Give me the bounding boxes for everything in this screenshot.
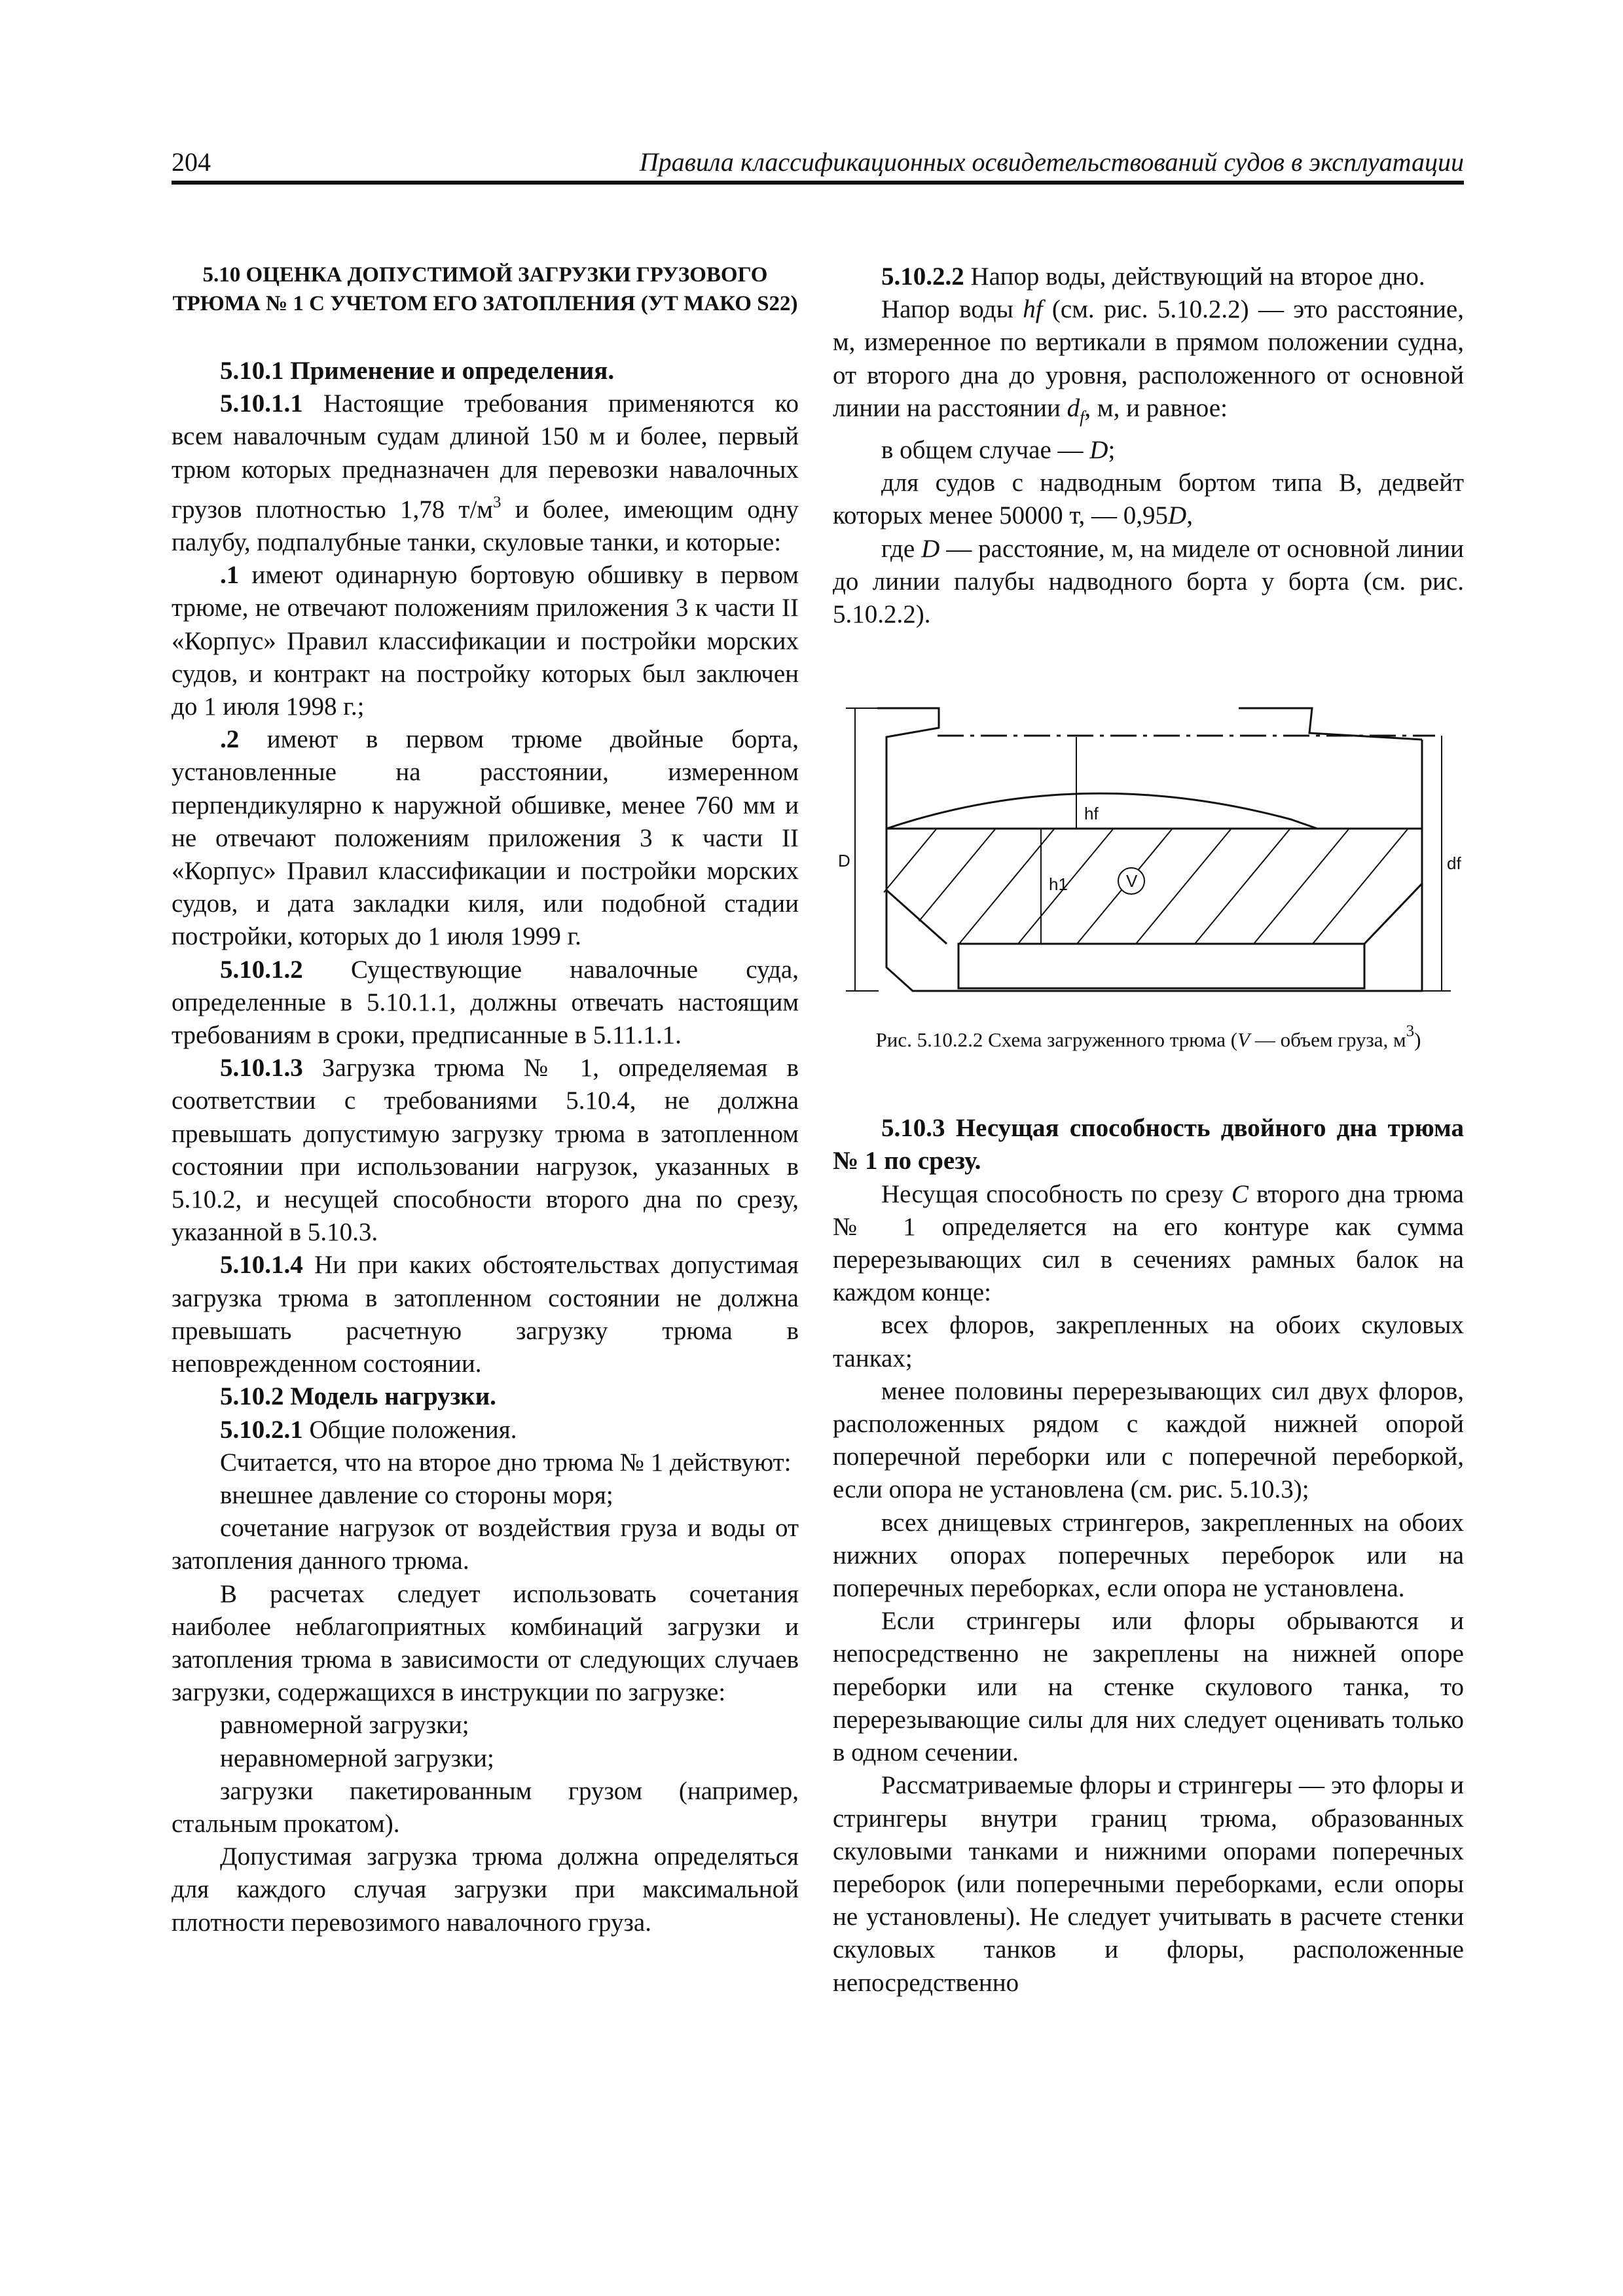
paragraph: всех днищевых стрингеров, закрепленных на обоих нижних опорах поперечных переборок или на поперечных переборках, если опора не установлена. <box>833 1508 1464 1603</box>
paragraph: внешнее давление со стороны моря; <box>220 1480 613 1509</box>
paragraph: Если стрингеры или флоры обрываются и непосредственно не закреплены на нижней опоре переборки или на стенке скулового танка, то перерезывающие силы для них следует оценивать только в одном сечении. <box>833 1607 1464 1767</box>
paragraph: неравномерной загрузки; <box>220 1744 494 1772</box>
paragraph: Несущая способность по срезу C второго дна трюма № 1 определяется на его контуре как сумма перерезывающих сил в сечениях рамных балок на каждом конце: <box>833 1179 1464 1307</box>
right-column <box>833 260 1464 2000</box>
hopper-right <box>1364 884 1422 944</box>
label-V: V <box>1126 871 1138 891</box>
left-column <box>172 260 799 1939</box>
section-title: 5.10 ОЦЕНКА ДОПУСТИМОЙ ЗАГРУЗКИ ГРУЗОВОГО ТРЮМА № 1 С УЧЕТОМ ЕГО ЗАТОПЛЕНИЯ (УТ МАКО S22) <box>172 263 798 315</box>
paragraph: для судов с надводным бортом типа B, дедвейт которых менее 50000 т, — 0,95D, <box>833 469 1464 530</box>
paragraph: 5.10.1.3 Загрузка трюма № 1, определяемая в соответствии с требованиями 5.10.4, не должна превышать допустимую загрузку трюма в затопленном состоянии при использовании нагрузок, указанных в 5.10.2, и несущей способности второго дна по срезу, указанной в 5.10.3. <box>172 1054 799 1247</box>
paragraph: всех флоров, закрепленных на обоих скуловых танках; <box>833 1311 1464 1372</box>
label-hf: hf <box>1084 804 1099 824</box>
hold-diagram <box>833 703 1464 1004</box>
subsection-heading: 5.10.3 Несущая способность двойного дна трюма № 1 по срезу. <box>833 1114 1464 1175</box>
page-number: 204 <box>172 147 211 177</box>
paragraph: где D — расстояние, м, на миделе от основной линии до линии палубы надводного борта у борта (см. рис. 5.10.2.2). <box>833 534 1464 629</box>
paragraph: Считается, что на второе дно трюма № 1 действуют: <box>220 1448 792 1477</box>
paragraph: 5.10.1.2 Существующие навалочные суда, определенные в 5.10.1.1, должны отвечать настоящим требованиям в сроки, предписанные в 5.11.1.1. <box>172 955 799 1050</box>
paragraph: 5.10.2.2 Напор воды, действующий на второе дно. <box>881 262 1425 291</box>
paragraph: менее половины перерезывающих сил двух флоров, расположенных рядом с каждой нижней опорой поперечной переборки или с поперечной переборкой, если опора не установлена (см. рис. 5.10.3); <box>833 1376 1464 1504</box>
list-item: .2 имеют в первом трюме двойные борта, установленные на расстоянии, измеренном перпендикулярно к наружной обшивке, менее 760 мм и не отвечают положениям приложения 3 к части II «Корпус» Правил классификации и постройки морских судов, и дата закладки киля, или подобной стадии постройки, которых до 1 июля 1999 г. <box>172 725 799 951</box>
paragraph: сочетание нагрузок от воздействия груза и воды от затопления данного трюма. <box>172 1514 799 1575</box>
label-h1: h1 <box>1049 874 1068 895</box>
paragraph: равномерной загрузки; <box>220 1711 469 1740</box>
paragraph: 5.10.2.1 Общие положения. <box>220 1415 517 1444</box>
paragraph: Напор воды hf (см. рис. 5.10.2.2) — это расстояние, м, измеренное по вертикали в прямом положении судна, от второго дна до уровня, расположенного от основной линии на расстоянии $d_f$, м, и равное: <box>833 295 1464 427</box>
running-title: Правила классификационных освидетельствований судов в эксплуатации <box>639 147 1464 177</box>
label-df: df <box>1447 853 1461 874</box>
figure-caption: Рис. 5.10.2.2 Схема загруженного трюма (V — объем груза, $м^3$) <box>875 1022 1421 1052</box>
paragraph: Рассматриваемые флоры и стрингеры — это флоры и стрингеры внутри границ трюма, образованных скуловыми танками и нижними опорами поперечных переборок (или поперечными переборками, если опоры не установлены). Не следует учитывать в расчете стенки скуловых танков и флоры, расположенные непосредственно <box>833 1771 1464 1997</box>
inner-bottom <box>958 944 1364 988</box>
paragraph: В расчетах следует использовать сочетания наиболее неблагоприятных комбинаций загрузки и затопления трюма в зависимости от следующих случаев загрузки, содержащихся в инструкции по загрузке: <box>172 1579 799 1707</box>
list-item: .1 имеют одинарную бортовую обшивку в первом трюме, не отвечают положениям приложения 3 к части II «Корпус» Правил классификации и постройки морских судов, и контракт на постройку которых был заключен до 1 июля 1998 г.; <box>172 561 799 721</box>
paragraph: Допустимая загрузка трюма должна определяться для каждого случая загрузки при максимальной плотности перевозимого навалочного груза. <box>172 1842 799 1937</box>
label-D: D <box>838 851 850 871</box>
paragraph: загрузки пакетированным грузом (например, стальным прокатом). <box>172 1776 799 1838</box>
paragraph: в общем случае — D; <box>881 436 1116 465</box>
paragraph: 5.10.1.1 Настоящие требования применяются ко всем навалочным судам длиной 150 м и более, первый трюм которых предназначен для перевозки навалочных грузов плотностью 1,78 $т/м^3$ и более, имеющим одну палубу, подпалубные танки, скуловые танки, и которые: <box>172 389 799 557</box>
cargo-heap <box>886 793 1317 829</box>
subsection-heading: 5.10.2 Модель нагрузки. <box>220 1382 496 1411</box>
page-header <box>172 143 1464 185</box>
subsection-heading: 5.10.1 Применение и определения. <box>220 357 615 385</box>
paragraph: 5.10.1.4 Ни при каких обстоятельствах допустимая загрузка трюма в затопленном состоянии не должна превышать расчетную загрузку трюма в неповрежденном состоянии. <box>172 1251 799 1378</box>
